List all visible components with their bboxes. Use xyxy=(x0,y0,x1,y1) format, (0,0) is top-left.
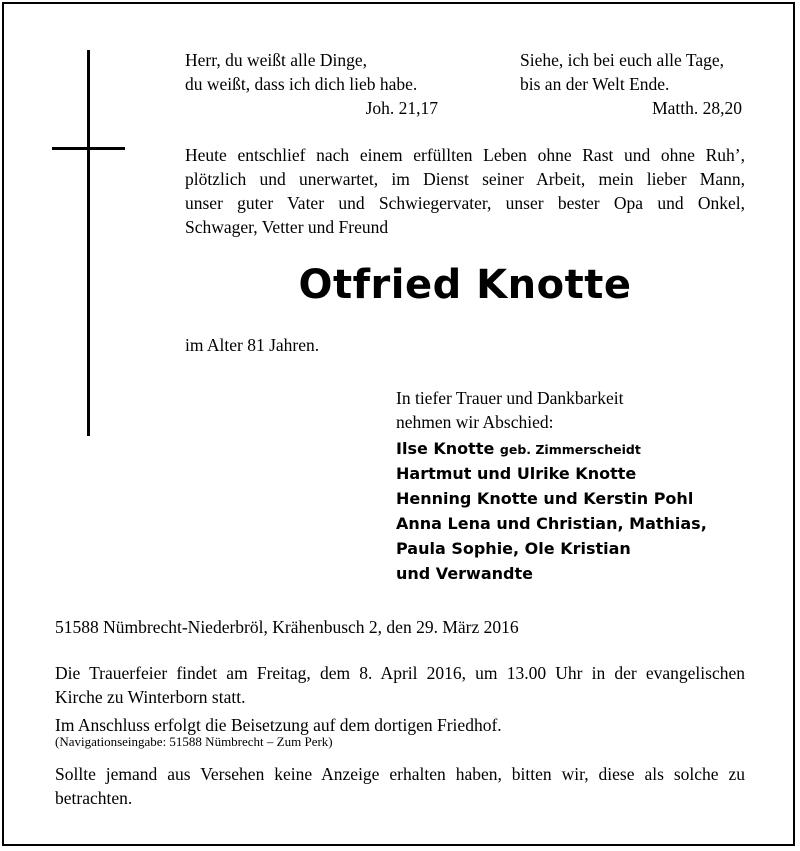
deceased-name: Otfried Knotte xyxy=(298,262,632,308)
intro-line: plötzlich und unerwartet, im Dienst seiner Arbeit, mein lieber Mann, xyxy=(185,169,745,189)
navigation-note: (Navigationseingabe: 51588 Nümbrecht – Zum Perk) xyxy=(55,734,333,749)
closing-line: betrachten. xyxy=(55,788,133,808)
family-line: Hartmut und Ulrike Knotte xyxy=(396,464,637,483)
cross-icon xyxy=(87,50,90,436)
age-line: im Alter 81 Jahren. xyxy=(185,335,320,355)
verse-left-ref: Joh. 21,17 xyxy=(365,98,438,118)
family-line: und Verwandte xyxy=(396,564,533,583)
verse-right-line1: Siehe, ich bei euch alle Tage, xyxy=(520,50,724,70)
family-first-name: Ilse Knotte xyxy=(396,439,495,458)
funeral-line: Die Trauerfeier findet am Freitag, dem 8. April 2016, um 13.00 Uhr in der evangelischen xyxy=(55,663,745,683)
family-line: Anna Lena und Christian, Mathias, xyxy=(396,514,707,533)
mourning-line1: In tiefer Trauer und Dankbarkeit xyxy=(396,388,624,408)
burial-line: Im Anschluss erfolgt die Beisetzung auf dem dortigen Friedhof. xyxy=(55,715,502,735)
intro-line: Schwager, Vetter und Freund xyxy=(185,217,389,237)
intro-line: Heute entschlief nach einem erfüllten Leben ohne Rast und ohne Ruh’, xyxy=(185,145,745,165)
verse-right-line2: bis an der Welt Ende. xyxy=(520,74,670,94)
closing-line: Sollte jemand aus Versehen keine Anzeige erhalten haben, bitten wir, diese als solche zu xyxy=(55,764,745,784)
address-date: 51588 Nümbrecht-Niederbröl, Krähenbusch 2, den 29. März 2016 xyxy=(55,617,519,637)
funeral-line: Kirche zu Winterborn statt. xyxy=(55,687,246,707)
verse-left-line2: du weißt, dass ich dich lieb habe. xyxy=(185,74,418,94)
verse-left-line1: Herr, du weißt alle Dinge, xyxy=(185,50,368,70)
family-first-note: geb. Zimmerscheidt xyxy=(499,442,641,457)
intro-line: unser guter Vater und Schwiegervater, unser bester Opa und Onkel, xyxy=(185,193,745,213)
cross-icon-bar xyxy=(52,147,125,150)
verse-right-ref: Matth. 28,20 xyxy=(652,98,742,118)
family-line: Paula Sophie, Ole Kristian xyxy=(396,539,631,558)
mourning-line2: nehmen wir Abschied: xyxy=(396,412,554,432)
family-line: Henning Knotte und Kerstin Pohl xyxy=(396,489,694,508)
family-first xyxy=(396,436,641,462)
